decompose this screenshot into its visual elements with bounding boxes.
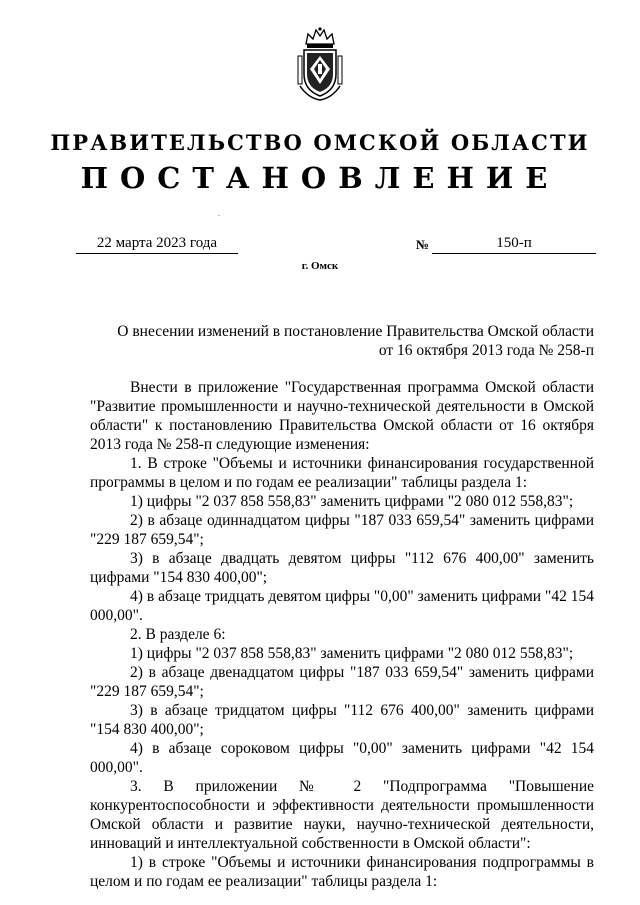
- body-paragraph: Внести в приложение "Государственная программа Омской области "Развитие промышленности и научно-технической деятельности в Омской области" к постановлению Правительства Омской области от 16 октября 2013 года № 258-п следующие изменения:: [90, 379, 594, 453]
- body-paragraph: 2) в абзаце двенадцатом цифры "187 033 659,54" заменить цифрами "229 187 659,54";: [90, 664, 594, 700]
- body-paragraph: 3) в абзаце двадцать девятом цифры "112 676 400,00" заменить цифрами "154 830 400,00";: [90, 550, 594, 586]
- document-date: 22 марта 2023 года: [76, 234, 238, 254]
- document-number: 150-п: [432, 234, 596, 254]
- body-paragraph: 1. В строке "Объемы и источники финансирования государственной программы в целом и по годам ее реализации" таблицы раздела 1:: [90, 455, 594, 491]
- organization-title: ПРАВИТЕЛЬСТВО ОМСКОЙ ОБЛАСТИ: [50, 130, 590, 155]
- subject-line: О внесении изменений в постановление Правительства Омской области: [117, 323, 594, 340]
- body-paragraph: 3. В приложении № 2 "Подпрограмма "Повышение конкурентоспособности и эффективности деятельности промышленности Омской области и развитие науки, научно-технической деятельности, инноваций и интеллектуальной собственности в Омской области":: [90, 778, 594, 852]
- subject-line: от 16 октября 2013 года № 258-п: [378, 342, 594, 359]
- number-label: №: [416, 237, 430, 252]
- document-type-title: ПОСТАНОВЛЕНИЕ: [80, 161, 560, 195]
- body-paragraph: 4) в абзаце сороковом цифры "0,00" заменить цифрами "42 154 000,00".: [90, 740, 594, 776]
- body-paragraph: 4) в абзаце тридцать девятом цифры "0,00" заменить цифрами "42 154 000,00".: [90, 588, 594, 624]
- document-subject: [88, 322, 594, 360]
- coat-of-arms-icon: [296, 26, 344, 102]
- body-paragraph: 2. В разделе 6:: [130, 626, 226, 643]
- body-paragraph: 1) цифры "2 037 858 558,83" заменить цифрами "2 080 012 558,83";: [130, 645, 574, 662]
- scan-speck: [218, 215, 220, 216]
- document-body: [90, 378, 594, 891]
- body-paragraph: 3) в абзаце тридцатом цифры "112 676 400,00" заменить цифрами "154 830 400,00";: [90, 702, 594, 738]
- body-paragraph: 2) в абзаце одиннадцатом цифры "187 033 659,54" заменить цифрами "229 187 659,54";: [90, 512, 594, 548]
- body-paragraph: 1) в строке "Объемы и источники финансирования подпрограммы в целом и по годам ее реализации" таблицы раздела 1:: [90, 854, 594, 890]
- body-paragraph: 1) цифры "2 037 858 558,83" заменить цифрами "2 080 012 558,83";: [130, 493, 574, 510]
- document-city: г. Омск: [301, 260, 339, 272]
